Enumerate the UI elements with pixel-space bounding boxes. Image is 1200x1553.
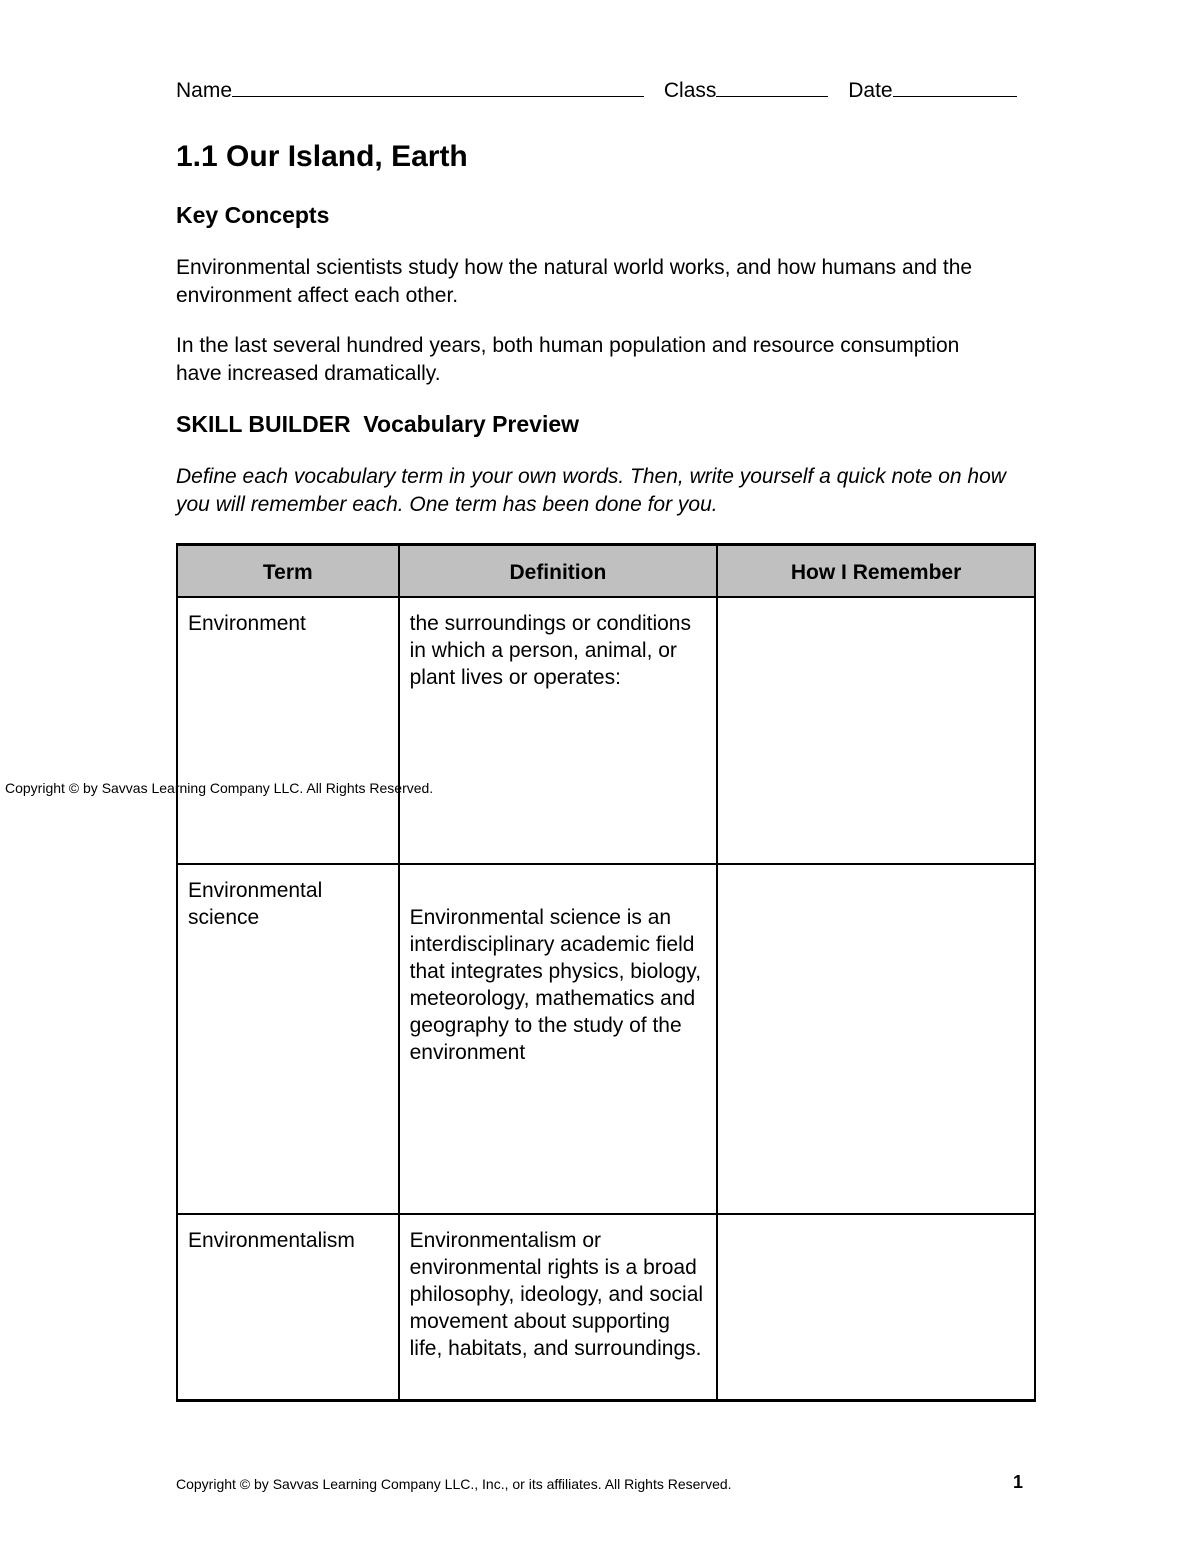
definition-text: Environmental science is an interdisciplinary academic field that integrates physics, biology, meteorology, mathematics and geography to the study of the environment xyxy=(409,906,702,1064)
name-label: Name xyxy=(176,79,233,102)
key-concept-paragraph: In the last several hundred years, both human population and resource consumption have increased dramatically. xyxy=(176,334,960,385)
class-blank[interactable] xyxy=(716,78,828,97)
remember-cell[interactable] xyxy=(717,597,1035,864)
header-how-i-remember: How I Remember xyxy=(717,545,1035,598)
table-header-row xyxy=(177,545,1035,598)
definition-cell[interactable]: Environmentalism or environmental rights is a broad philosophy, ideology, and social movement about supporting life, habitats, and surroundings. xyxy=(399,1214,718,1401)
remember-cell[interactable] xyxy=(717,1214,1035,1401)
skill-builder-heading-text: SKILL BUILDER Vocabulary Preview xyxy=(176,411,580,437)
header-term: Term xyxy=(177,545,399,598)
term-cell: Environment xyxy=(177,597,399,864)
skill-builder-heading xyxy=(176,411,579,438)
vocabulary-table xyxy=(176,543,1036,1402)
overlay-copyright-text: Copyright © by Savvas Learning Company LLC. All Rights Reserved. xyxy=(5,780,434,796)
date-label: Date xyxy=(848,79,893,102)
header-definition: Definition xyxy=(399,545,718,598)
name-blank[interactable] xyxy=(232,78,644,97)
table-row xyxy=(177,597,1035,864)
page-title: 1.1 Our Island, Earth xyxy=(176,140,468,173)
remember-cell[interactable] xyxy=(717,864,1035,1214)
table-row xyxy=(177,1214,1035,1401)
term-cell: Environmental science xyxy=(177,864,399,1214)
definition-cell[interactable] xyxy=(399,864,718,1214)
page-number: 1 xyxy=(1013,1472,1024,1492)
definition-cell[interactable]: the surroundings or conditions in which a person, animal, or plant lives or operates: xyxy=(399,597,718,864)
skill-builder-instructions: Define each vocabulary term in your own words. Then, write yourself a quick note on how you will remember each. One term has been done for you. xyxy=(176,465,1006,516)
date-blank[interactable] xyxy=(893,78,1017,97)
student-info-line xyxy=(176,78,1017,103)
term-cell: Environmentalism xyxy=(177,1214,399,1401)
table-row xyxy=(177,864,1035,1214)
key-concept-paragraph: Environmental scientists study how the natural world works, and how humans and the environment affect each other. xyxy=(176,256,973,307)
class-label: Class xyxy=(663,79,717,102)
footer-copyright: Copyright © by Savvas Learning Company LLC., Inc., or its affiliates. All Rights Reserved. xyxy=(176,1476,732,1492)
key-concepts-heading: Key Concepts xyxy=(176,202,330,228)
